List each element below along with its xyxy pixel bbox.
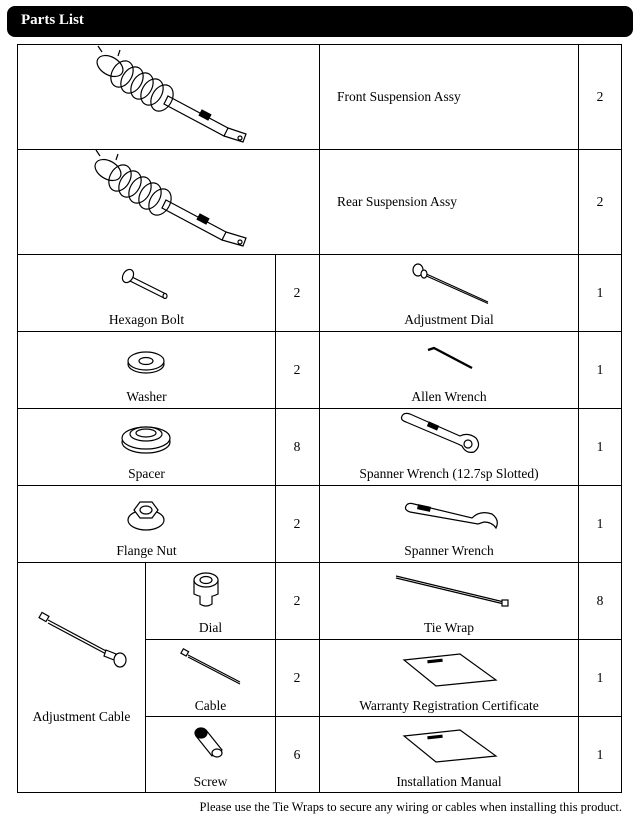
part-name-spacer: Spacer — [128, 466, 165, 481]
part-name-flange-nut: Flange Nut — [116, 543, 177, 558]
washer-icon — [126, 350, 166, 376]
part-name-cable: Cable — [194, 698, 227, 713]
part-name-rear-suspension: Rear Suspension Assy — [337, 194, 458, 209]
flange-nut-icon — [126, 498, 166, 532]
knob-icon — [190, 570, 222, 608]
part-qty-flange-nut: 2 — [293, 516, 301, 531]
part-name-front-suspension: Front Suspension Assy — [337, 89, 461, 104]
adjustment-cable-icon — [36, 610, 130, 670]
part-qty-rear-suspension: 2 — [596, 194, 604, 209]
allen-wrench-icon — [424, 346, 476, 372]
part-qty-manual: 1 — [596, 747, 604, 762]
spanner-wrench-icon — [402, 500, 502, 532]
part-qty-adjustment-dial: 1 — [596, 285, 604, 300]
part-qty-warranty: 1 — [596, 670, 604, 685]
spanner-wrench-icon — [398, 410, 484, 454]
part-name-adjustment-cable: Adjustment Cable — [32, 709, 131, 724]
part-qty-dial: 2 — [293, 593, 301, 608]
dial-rod-icon — [408, 262, 492, 306]
cable-icon — [180, 648, 246, 688]
part-name-hexagon-bolt: Hexagon Bolt — [108, 312, 185, 327]
part-name-adjustment-dial: Adjustment Dial — [404, 312, 494, 327]
part-qty-washer: 2 — [293, 362, 301, 377]
part-qty-spacer: 8 — [293, 439, 301, 454]
header-title: Parts List — [21, 12, 84, 28]
part-name-manual: Installation Manual — [396, 774, 502, 789]
part-name-spanner-wrench: Spanner Wrench — [404, 543, 494, 558]
part-qty-spanner-wrench: 1 — [596, 516, 604, 531]
screw-icon — [190, 726, 226, 762]
part-qty-hexagon-bolt: 2 — [293, 285, 301, 300]
part-name-washer: Washer — [126, 389, 167, 404]
tie-wrap-icon — [392, 572, 514, 608]
part-qty-allen-wrench: 1 — [596, 362, 604, 377]
part-name-warranty: Warranty Registration Certificate — [359, 698, 539, 713]
part-name-spanner-slotted: Spanner Wrench (12.7sp Slotted) — [359, 466, 539, 481]
document-icon — [400, 652, 500, 686]
part-name-dial: Dial — [198, 620, 223, 635]
coilover-icon — [86, 152, 258, 252]
coilover-icon — [88, 46, 258, 146]
footer-note: Please use the Tie Wraps to secure any wiring or cables when installing this product. — [199, 800, 622, 814]
part-name-screw: Screw — [193, 774, 228, 789]
part-qty-tie-wrap: 8 — [596, 593, 604, 608]
document-icon — [400, 728, 500, 762]
part-name-allen-wrench: Allen Wrench — [411, 389, 487, 404]
part-qty-spanner-slotted: 1 — [596, 439, 604, 454]
part-qty-front-suspension: 2 — [596, 89, 604, 104]
spacer-icon — [120, 418, 172, 456]
part-name-tie-wrap: Tie Wrap — [423, 620, 475, 635]
bolt-icon — [120, 268, 172, 302]
part-qty-screw: 6 — [293, 747, 301, 762]
part-qty-cable: 2 — [293, 670, 301, 685]
